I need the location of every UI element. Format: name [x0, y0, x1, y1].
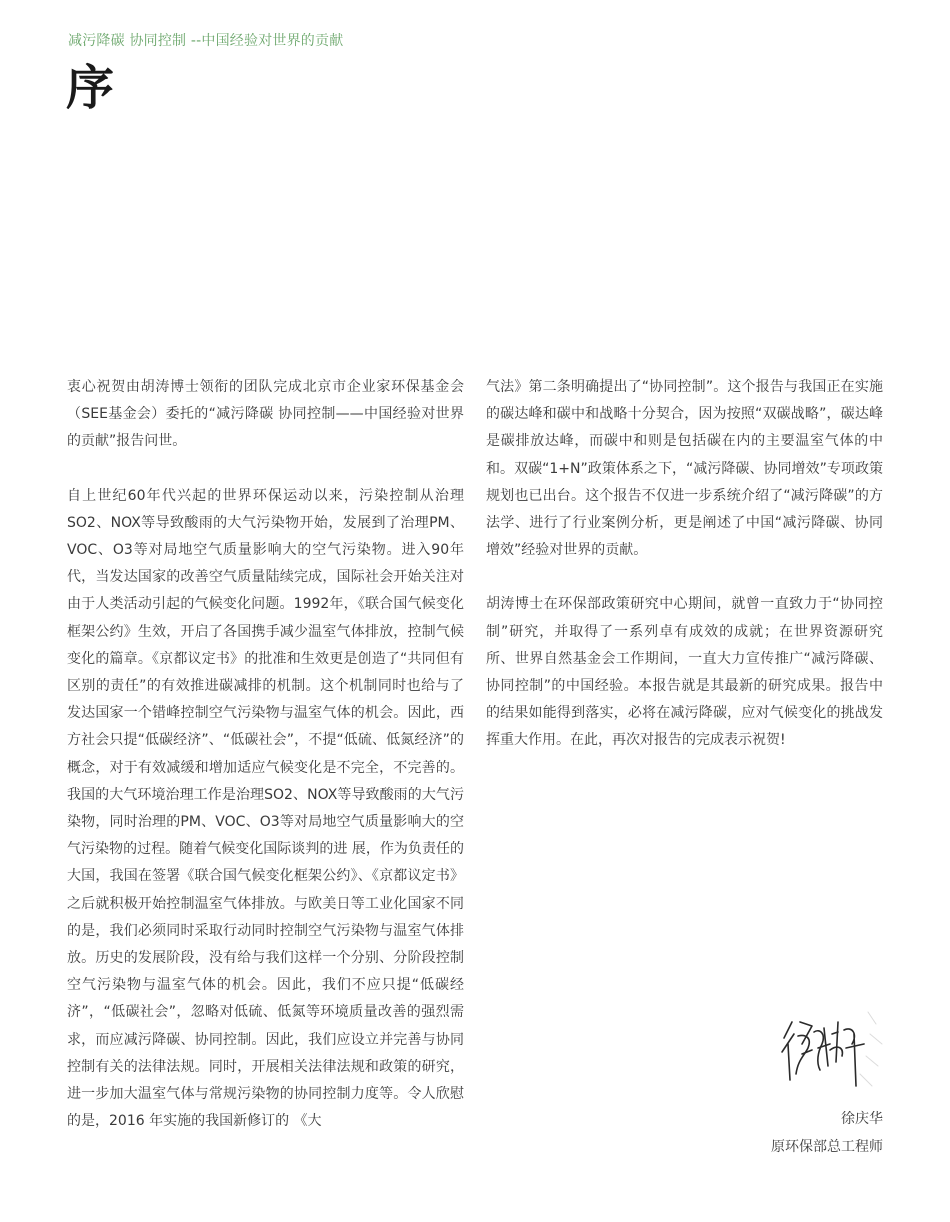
- paragraph: 胡涛博士在环保部政策研究中心期间，就曾一直致力于“协同控制”研究，并取得了一系列卓有成效的成就；在世界资源研究所、世界自然基金会工作期间，一直大力宣传推广“减污降碳、协同控制”的中国经验。本报告就是其最新的研究成果。报告中的结果如能得到落实，必将在减污降碳，应对气候变化的挑战发挥重大作用。在此，再次对报告的完成表示祝贺!: [486, 596, 883, 749]
- paragraph: 衷心祝贺由胡涛博士领衔的团队完成北京市企业家环保基金会（SEE基金会）委托的“减污降碳 协同控制——中国经验对世界的贡献”报告问世。: [67, 379, 464, 450]
- signature-name: 徐庆华: [841, 1111, 883, 1127]
- signature-title: 原环保部总工程师: [771, 1139, 883, 1155]
- right-column: [486, 374, 883, 782]
- left-column: [67, 374, 464, 1162]
- running-title: 减污降碳 协同控制 --中国经验对世界的贡献: [68, 33, 344, 49]
- handwritten-signature: [772, 1004, 890, 1096]
- paragraph: 自上世纪60年代兴起的世界环保运动以来，污染控制从治理SO2、NOX等导致酸雨的大气污染物开始，发展到了治理PM、VOC、O3等对局地空气质量影响大的空气污染物。进入90年代，当发达国家的改善空气质量陆续完成，国际社会开始关注对由于人类活动引起的气候变化问题。1992年，《联合国气候变化框架公约》生效，开启了各国携手减少温室气体排放，控制气候变化的篇章。《京都议定书》的批准和生效更是创造了“共同但有区别的责任”的有效推进碳减排的机制。这个机制同时也给与了发达国家一个错峰控制空气污染物与温室气体的机会。因此，西方社会只提“低碳经济”、“低碳社会”，不提“低硫、低氮经济”的概念，对于有效减缓和增加适应气候变化是不完全，不完善的。我国的大气环境治理工作是治理SO2、NOX等导致酸雨的大气污染物，同时治理的PM、VOC、O3等对局地空气质量影响大的空气污染物的过程。随着气候变化国际谈判的进 展，作为负责任的大国，我国在签署《联合国气候变化框架公约》、《京都议定书》之后就积极开始控制温室气体排放。与欧美日等工业化国家不同的是，我们必须同时采取行动同时控制空气污染物与温室气体排放。历史的发展阶段，没有给与我们这样一个分别、分阶段控制空气污染物与温室气体的机会。因此，我们不应只提“低碳经济”，“低碳社会”，忽略对低硫、低氮等环境质量改善的强烈需求，而应减污降碳、协同控制。因此，我们应设立并完善与协同控制有关的法律法规。同时，开展相关法律法规和政策的研究，进一步加大温室气体与常规污染物的协同控制力度等。令人欣慰的是，2016 年实施的我国新修订的 《大: [67, 487, 464, 1130]
- paragraph: 气法》第二条明确提出了“协同控制”。这个报告与我国正在实施的碳达峰和碳中和战略十分契合，因为按照“双碳战略”，碳达峰是碳排放达峰，而碳中和则是包括碳在内的主要温室气体的中和。双碳“1+N”政策体系之下，“减污降碳、协同增效”专项政策规划也已出台。这个报告不仅进一步系统介绍了“减污降碳”的方法学、进行了行业案例分析，更是阐述了中国“减污降碳、协同增效”经验对世界的贡献。: [486, 379, 883, 559]
- page-title: 序: [66, 60, 115, 116]
